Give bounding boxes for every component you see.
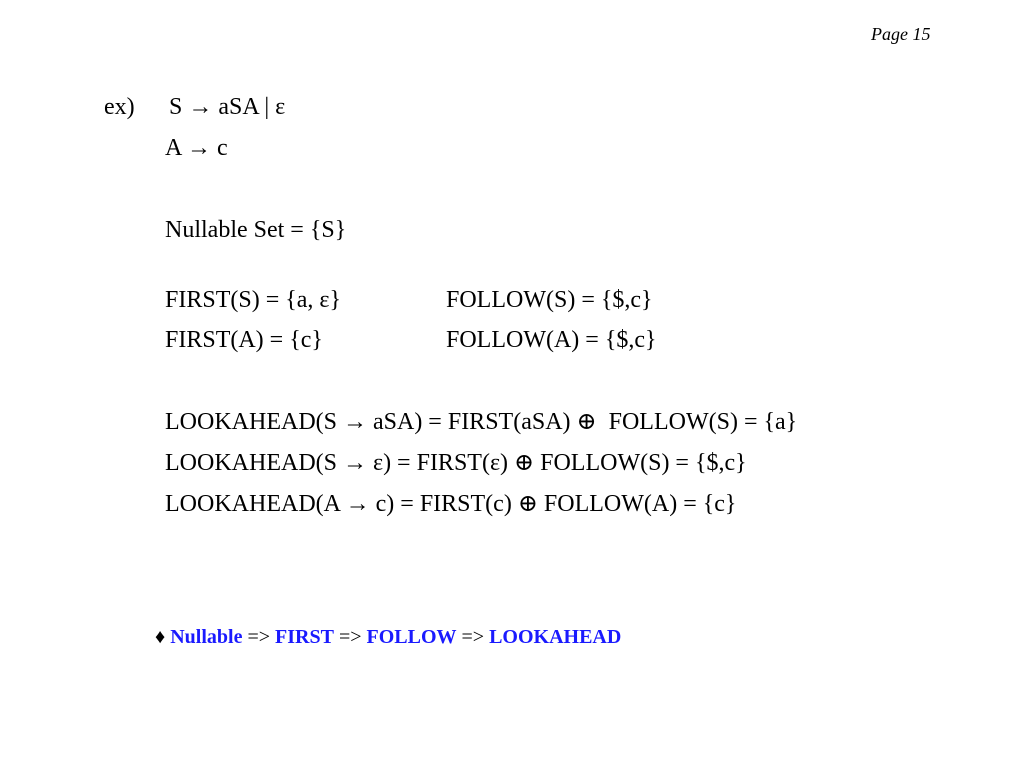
follow-a: FOLLOW(A) = {$,c} (446, 327, 657, 353)
grammar-rule-a: A → c (165, 135, 228, 161)
follow-s: FOLLOW(S) = {$,c} (446, 287, 653, 313)
nullable-set: Nullable Set = {S} (165, 217, 347, 243)
first-a: FIRST(A) = {c} (165, 327, 323, 353)
summary-separator: => (456, 626, 490, 648)
summary-step-lookahead: LOOKAHEAD (489, 626, 622, 648)
summary-step-first: FIRST (275, 626, 334, 648)
summary-separator: => (333, 626, 367, 648)
lookahead-s-asa: LOOKAHEAD(S → aSA) = FIRST(aSA) ⊕ FOLLOW(S) = {a} (165, 409, 798, 435)
lookahead-a-c: LOOKAHEAD(A → c) = FIRST(c) ⊕ FOLLOW(A) = {c} (165, 491, 737, 517)
first-s: FIRST(S) = {a, ε} (165, 287, 341, 313)
diamond-bullet-icon: ♦ (155, 626, 166, 648)
summary-line (155, 623, 621, 651)
page-number: Page 15 (871, 24, 931, 44)
example-label: ex) (104, 94, 135, 120)
lookahead-s-epsilon: LOOKAHEAD(S → ε) = FIRST(ε) ⊕ FOLLOW(S) = {$,c} (165, 450, 747, 476)
summary-step-nullable: Nullable (170, 626, 243, 648)
summary-step-follow: FOLLOW (366, 626, 457, 648)
grammar-rule-s: S → aSA | ε (169, 94, 286, 120)
summary-separator: => (242, 626, 276, 648)
